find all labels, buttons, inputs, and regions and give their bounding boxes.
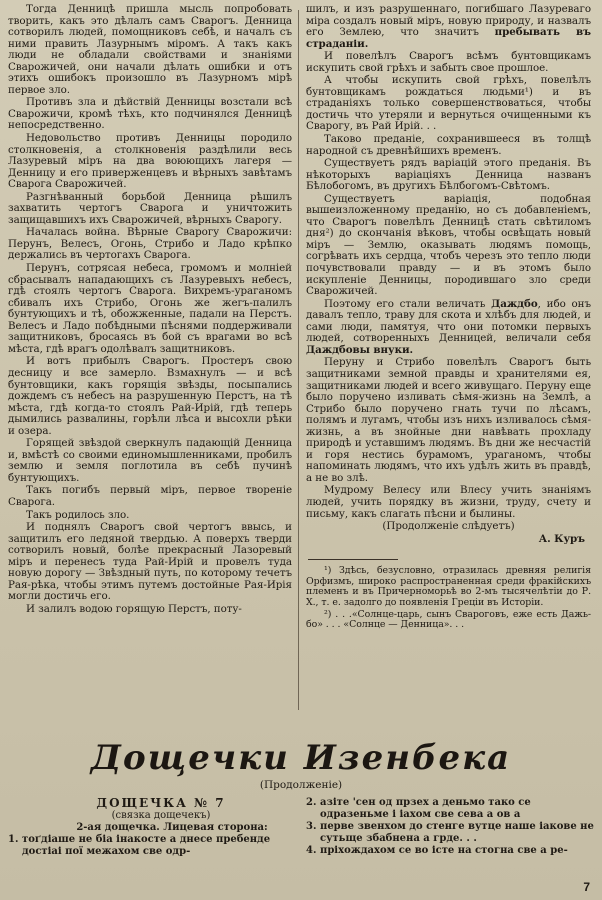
paragraph-text: Поэтому его стали величать [324, 297, 492, 310]
footnote: ¹) Здѣсь, безусловно, отразилась древняя религія Орфизмъ, широко распространенная среди фракійскихъ племенъ и въ Причерноморьѣ во 2-мъ тысячелѣтіи до Р. Х., т. е. задолго до появленія Грецiи въ Исторіи. [306, 565, 591, 608]
line-number: 2. [306, 797, 317, 808]
emphasis-text: пребывать въ страданіи. [306, 26, 591, 50]
text-line [8, 834, 296, 846]
line-number: 4. [306, 845, 317, 856]
text-line [306, 797, 596, 821]
continued-note: (Продолженіе слѣдуетъ) [382, 520, 515, 533]
paragraph-text: шилъ, и изъ разрушеннаго, погибшаго Лазуреваго міра создалъ новый міръ, новую природу, и назвалъ его Землею, что значитъ [306, 3, 591, 39]
right-column [306, 4, 591, 631]
line-number: 3. [306, 821, 317, 832]
paragraph [306, 4, 591, 50]
board-lines-left [8, 822, 296, 858]
paragraph: И поднялъ Сварогъ свой чертогъ ввысь, и защитилъ его ледяной твердью. А поверхъ тверди сотворилъ новый, болѣе прекрасный Лазоревый міръ и перенесъ туда Рай-Ирій и провелъ туда новую дорогу — Звѣздный путь, по которому течетъ Рая-рѣка, чтобы этимъ путемъ достойные Рая-Ирія могли достичь его. [8, 521, 292, 603]
paragraph: А чтобы искупить свой грѣхъ, повелѣлъ бунтовщикамъ рождаться людьми¹) и въ страданіяхъ только совершенствоваться, чтобы достичь что утеряли и вернуться очищенными къ Сварогу, въ Рай Ирій. . . [306, 74, 591, 133]
emphasis-text: Даждбо [491, 297, 538, 310]
page-number: 7 [583, 880, 590, 894]
paragraph: Перуну и Стрибо повелѣлъ Сварогъ быть защитниками земной правды и хранителями ея, защитниками людей и всего живущаго. Перуну еще было поручено изливать сѣмя-жизнь на Землѣ, а Стрибо было поручено гнать тучи по лѣсамъ, полямъ и лугамъ, чтобы изъ нихъ изливалось сѣмя-жизнь, а въ знойные дни навѣвать прохладу природѣ и уставшимъ людямъ. Въ дни же несчастій и горя нестись бурамомъ, ураганомъ, чтобы напоминать людямъ, что ихъ удѣлъ жить въ правдѣ, а не во злѣ. [306, 356, 591, 484]
paragraph: Такъ погибъ первый міръ, первое твореніе Сварога. [8, 484, 292, 508]
line-number: 1. [8, 834, 19, 845]
paragraph: Существуетъ рядъ варіацій этого преданія. Въ нѣкоторыхъ варіаціяхъ Денница названъ Бѣлобогомъ, въ другихъ Бѣлбогомъ-Свѣтомъ. [306, 157, 591, 193]
paragraph: Недовольство противъ Денницы породило столкновенія, а столкновенія раздѣлили весь Лазуревый міръ на два воюющихъ лагеря — Денницу и его приверженцевъ и вѣрныхъ завѣтамъ Сварога Сварожичей. [8, 132, 292, 191]
author-signature: А. Куръ [538, 532, 585, 545]
section-title: Дощечки Изенбека [90, 738, 512, 778]
paragraph: Такъ родилось зло. [26, 508, 130, 521]
paragraph: Существуетъ варіація, подобная вышеизложенному преданію, но съ добавленіемъ, что Сварогъ повелѣлъ Денницѣ стать свѣтиломъ дня²) до скончанія вѣковъ, чтобы освѣщать новый міръ — Землю, оказывать людямъ помощь, согрѣвать ихъ сердца, чтобъ черезъ это тепло люди почувствовали правду — и въ этомъ было искупленіе Денницы, породившаго зло среди Сварожичей. [306, 192, 591, 298]
paragraph: Перунъ, сотрясая небеса, громомъ и молніей сбрасывалъ нападающихъ съ Лазуревыхъ небесъ, гдѣ стоялъ чертогъ Сварога. Вихремъ-ураганомъ сбивалъ ихъ Стрибо, Огонь же жегъ-палилъ бунтующихъ и тѣ, обожженные, падали на Перстъ. Велесъ и Ладо побѣдными пѣснями поддерживали защитниковъ, бросаясь въ бой съ врагами во всѣ мѣста, гдѣ врагъ одолѣвалъ защитниковъ. [8, 262, 292, 355]
left-column [8, 4, 292, 615]
paragraph: Началась война. Вѣрные Сварогу Сварожичи: Перунъ, Велесъ, Огонь, Стрибо и Ладо крѣпко держались въ чертогахъ Сварога. [8, 226, 292, 262]
paragraph: Таково преданіе, сохранившееся въ толщѣ народной съ древнѣйшихъ временъ. [306, 133, 591, 157]
side-heading: 2-ая дощечка. Лицевая сторона: [76, 822, 268, 833]
paragraph: И залилъ водою горящую Перстъ, поту- [26, 602, 242, 615]
column-divider [298, 10, 299, 710]
board-heading: ДОЩЕЧКА № 7 [96, 796, 226, 810]
footnote-rule [308, 559, 398, 560]
paragraph: Горящей звѣздой сверкнулъ падающій Денница и, вмѣстѣ со своими единомышленниками, пробилъ землю и земля поглотила въ себѣ пучинѣ бунтующихъ. [8, 437, 292, 484]
board-lines-right [306, 797, 596, 857]
paragraph: И вотъ прибылъ Сварогъ. Простеръ свою десницу и все замерло. Взмахнулъ — и всѣ бунтовщики, какъ горящія звѣзды, посыпались дождемъ съ небесъ на разрушенную Перстъ, на тѣ мѣста, гдѣ когда-то стоялъ Рай-Ирій, гдѣ теперь дымились развалины, горѣли лѣса и высохли рѣки и озера. [8, 355, 292, 437]
paragraph: Противъ зла и дѣйствій Денницы возстали всѣ Сварожичи, кромѣ тѣхъ, кто подчинялся Денницѣ непосредственно. [8, 96, 292, 132]
text-line [306, 821, 596, 845]
line-text: тоґдіаше не біа інакосте а днесе пребенде [22, 834, 271, 845]
line-text: перве звенхом до стенге вутце наше іакове не сутьще збабнена а грде. . . [320, 821, 594, 844]
emphasis-text: Даждбовы внуки. [306, 343, 414, 356]
line-text: достіаі пої межахом све одр- [22, 846, 191, 857]
paragraph: Мудрому Велесу или Влесу учить знаніямъ людей, учить порядку въ жизни, труду, счету и письму, какъ слагать пѣсни и былины. [306, 484, 591, 520]
board-subheading: (связка дощечекъ) [111, 810, 211, 821]
text-line [306, 845, 596, 857]
footnote: ²) . . .«Солнце-царь, сынъ Свароговъ, еже есть Дажь-бо» . . . «Солнце — Денница». . . [306, 608, 591, 631]
paragraph-text: , ибо онъ давалъ тепло, траву для скота и хлѣбъ для людей, и сами люди, памятуя, что они потомки первыхъ людей, сотворенныхъ Денницей, величали себя [306, 297, 591, 345]
paragraph: Разгнѣванный борьбой Денница рѣшилъ захватить чертогъ Сварога и уничтожить защищавшихъ ихъ Сварожичей, вѣрныхъ Сварогу. [8, 190, 292, 226]
paragraph: И повелѣлъ Сварогъ всѣмъ бунтовщикамъ искупить свой грѣхъ и забыть свое прошлое. [306, 50, 591, 74]
line-text: азіте 'сен од прзех а деньмо тако се одразеньме і іахом све сева а ов а [320, 797, 531, 820]
paragraph: Тогда Денницѣ пришла мысль попробовать творить, какъ это дѣлалъ самъ Сварогъ. Денница сотворилъ людей, помощниковъ себѣ, и началъ съ ними править Лазурнымъ міромъ. А такъ какъ люди не обладали свойствами и знаніями Сварожичей, они начали дѣлать ошибки и отъ этихъ ошибокъ произошло въ Лазурномъ мірѣ первое зло. [8, 3, 292, 96]
line-text: пріхождахом се во істе на стогна све а ре- [320, 845, 568, 856]
section-subtitle: (Продолженіе) [259, 779, 343, 791]
paragraph [306, 299, 591, 357]
